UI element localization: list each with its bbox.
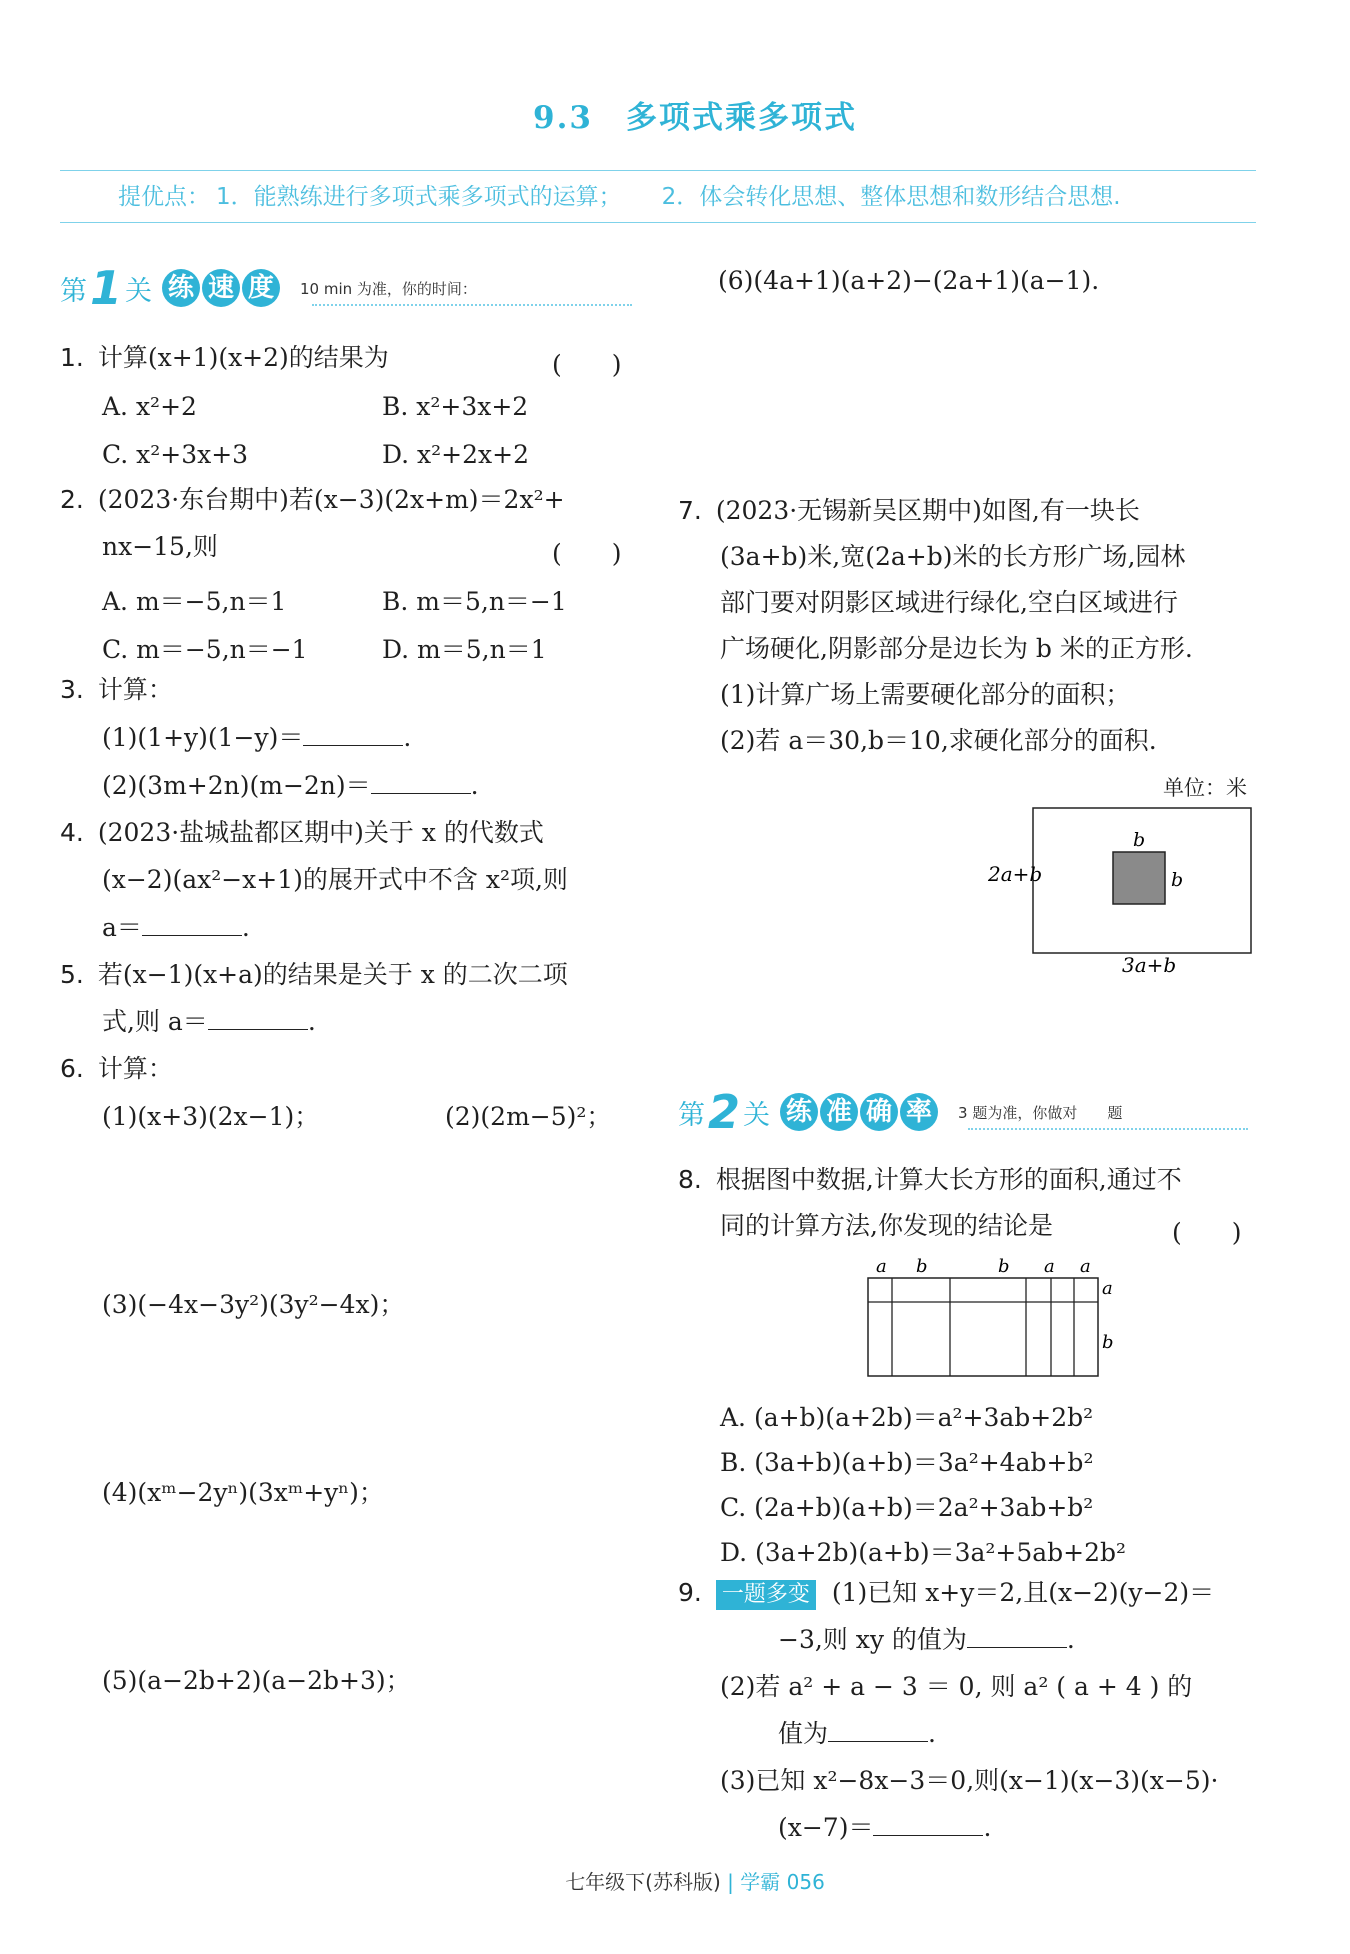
part-text: a＝ (102, 913, 142, 942)
top-label: b (998, 1256, 1010, 1277)
stage-pill: 练 (162, 269, 200, 307)
question-number: 7. (678, 496, 702, 525)
question-part: 式,则 a＝ . (102, 1007, 316, 1036)
question-part: (5)(a−2b+2)(a−2b+3)； (102, 1666, 411, 1695)
question-4 (60, 810, 544, 856)
shaded-square (1113, 852, 1165, 904)
question-5 (60, 952, 568, 998)
square-plaza-figure (960, 800, 1260, 990)
stage-number: 2 (708, 1085, 741, 1139)
question-part: (x−7)＝ . (778, 1813, 992, 1842)
question-part: (6)(4a+1)(a+2)−(2a+1)(a−1). (718, 266, 1100, 295)
stage-pill: 练 (780, 1093, 818, 1131)
question-part: (2)(2m−5)²； (445, 1102, 612, 1131)
dotted-line (312, 304, 632, 306)
answer-paren[interactable]: ( ) (552, 539, 622, 568)
page-title: 9.3 多项式乘多项式 (533, 100, 857, 136)
answer-blank[interactable] (208, 1005, 308, 1030)
top-label: b (916, 1256, 928, 1277)
variant-tag: 一题多变 (716, 1580, 816, 1610)
grid-rectangle-figure (860, 1252, 1120, 1382)
option-d[interactable]: D. x²+2x+2 (382, 440, 529, 469)
footer-brand: 学霸 (740, 1870, 781, 1894)
question-stem: (2023·盐城盐都区期中)关于 x 的代数式 (97, 818, 544, 847)
question-stem-cont: (3a+b)米,宽(2a+b)米的长方形广场,园林 (720, 542, 1186, 571)
part-text: (x−7)＝ (778, 1813, 874, 1842)
stage-pill: 度 (242, 269, 280, 307)
question-stem-cont: (x−2)(ax²−x+1)的展开式中不含 x²项,则 (102, 865, 568, 894)
stage1-header (60, 258, 477, 318)
part-text: (2)(3m+2n)(m−2n)＝ (102, 771, 371, 800)
label-square-top: b (1133, 829, 1146, 851)
part-text: (1)(1+y)(1−y)＝ (102, 723, 304, 752)
question-stem-cont: 部门要对阴影区域进行绿化,空白区域进行 (720, 588, 1178, 617)
question-1 (60, 335, 389, 381)
question-part: (2)若 a² + a − 3 ＝ 0, 则 a² ( a + 4 ) 的 (720, 1672, 1193, 1701)
question-number: 3. (60, 675, 84, 704)
tiyou-bar (118, 178, 1161, 211)
tiyou-item-1: 1．能熟练进行多项式乘多项式的运算； (216, 184, 622, 210)
question-part: −3,则 xy 的值为 . (778, 1625, 1075, 1654)
page-number: 056 (786, 1870, 825, 1894)
question-6 (60, 1046, 173, 1092)
question-7 (678, 488, 1140, 534)
question-part: (2)若 a＝30,b＝10,求硬化部分的面积. (720, 726, 1157, 755)
option-c[interactable]: C. m＝−5,n＝−1 (102, 635, 308, 664)
answer-blank[interactable] (828, 1717, 928, 1742)
part-text: 值为 (778, 1719, 829, 1748)
big-rect (868, 1278, 1098, 1376)
footer-grade: 七年级下(苏科版) (565, 1870, 721, 1894)
answer-blank[interactable] (371, 769, 471, 794)
stage-note: 3 题为准，你做对 题 (958, 1103, 1123, 1122)
option-b[interactable]: B. (3a+b)(a+b)＝3a²+4ab+b² (720, 1448, 1094, 1477)
answer-paren[interactable]: ( ) (552, 350, 622, 379)
question-number: 5. (60, 960, 84, 989)
stage-guan: 关 (125, 275, 153, 307)
page-footer (0, 1866, 1350, 1895)
stage-pill: 准 (820, 1093, 858, 1131)
stage-di: 第 (678, 1099, 705, 1131)
label-length: 3a+b (1122, 953, 1177, 977)
stage2-header (678, 1082, 1122, 1142)
question-stem: 计算(x+1)(x+2)的结果为 (97, 343, 389, 372)
question-part: (1)计算广场上需要硬化部分的面积； (720, 680, 1131, 709)
question-number: 6. (60, 1054, 84, 1083)
option-d[interactable]: D. (3a+2b)(a+b)＝3a²+5ab+2b² (720, 1538, 1127, 1567)
question-part: (4)(xᵐ−2yⁿ)(3xᵐ+yⁿ)； (102, 1478, 384, 1507)
divider (60, 170, 1256, 171)
unit-label: 单位：米 (1163, 776, 1247, 800)
stage-number: 1 (90, 261, 123, 315)
answer-blank[interactable] (967, 1623, 1067, 1648)
part-text: (1)已知 x+y＝2,且(x−2)(y−2)＝ (831, 1578, 1215, 1607)
question-8 (678, 1157, 1182, 1203)
question-2 (60, 477, 565, 523)
right-label: a (1102, 1278, 1113, 1299)
stage-pill: 确 (860, 1093, 898, 1131)
question-stem: 计算： (97, 675, 173, 704)
divider (60, 222, 1256, 223)
footer-separator: | (727, 1870, 734, 1894)
tiyou-label: 提优点： (118, 184, 210, 210)
question-number: 4. (60, 818, 84, 847)
question-stem-cont: nx−15,则 (102, 532, 218, 561)
question-number: 9. (678, 1578, 702, 1607)
label-width: 2a+b (988, 862, 1043, 886)
option-a[interactable]: A. m＝−5,n＝1 (102, 587, 287, 616)
option-a[interactable]: A. x²+2 (102, 392, 197, 421)
question-part: (3)(−4x−3y²)(3y²−4x)； (102, 1290, 405, 1319)
label-square-right: b (1171, 869, 1184, 891)
answer-blank[interactable] (873, 1811, 983, 1836)
question-9 (678, 1570, 1214, 1616)
option-b[interactable]: B. m＝5,n＝−1 (382, 587, 567, 616)
question-number: 8. (678, 1165, 702, 1194)
part-text: −3,则 xy 的值为 (778, 1625, 967, 1654)
question-part: 值为 . (778, 1719, 936, 1748)
question-stem: (2023·无锡新吴区期中)如图,有一块长 (715, 496, 1140, 525)
dotted-line (968, 1128, 1248, 1130)
question-part: (1)(1+y)(1−y)＝ . (102, 723, 412, 752)
question-part: (3)已知 x²−8x−3＝0,则(x−1)(x−3)(x−5)· (720, 1766, 1219, 1795)
option-a[interactable]: A. (a+b)(a+2b)＝a²+3ab+2b² (720, 1403, 1094, 1432)
right-label: b (1102, 1332, 1114, 1353)
top-label: a (876, 1256, 887, 1277)
question-part: (2)(3m+2n)(m−2n)＝ . (102, 771, 479, 800)
top-label: a (1080, 1256, 1091, 1277)
question-stem: 计算： (97, 1054, 173, 1083)
stage-di: 第 (60, 275, 87, 307)
part-text: 式,则 a＝ (102, 1007, 208, 1036)
answer-paren[interactable]: ( ) (1172, 1218, 1242, 1247)
stage-guan: 关 (743, 1099, 771, 1131)
tiyou-item-2: 2．体会转化思想、整体思想和数形结合思想. (661, 184, 1121, 210)
stage-pill: 率 (900, 1093, 938, 1131)
question-stem: 若(x−1)(x+a)的结果是关于 x 的二次二项 (97, 960, 568, 989)
answer-blank[interactable] (142, 911, 242, 936)
option-d[interactable]: D. m＝5,n＝1 (382, 635, 547, 664)
question-part: a＝ . (102, 913, 250, 942)
stage-pill: 速 (202, 269, 240, 307)
answer-blank[interactable] (303, 721, 403, 746)
top-label: a (1044, 1256, 1055, 1277)
question-stem: (2023·东台期中)若(x−3)(2x+m)＝2x²+ (97, 485, 565, 514)
question-3 (60, 667, 173, 713)
option-c[interactable]: C. (2a+b)(a+b)＝2a²+3ab+b² (720, 1493, 1094, 1522)
question-number: 2. (60, 485, 84, 514)
stage-note: 10 min 为准，你的时间： (300, 279, 477, 298)
option-b[interactable]: B. x²+3x+2 (382, 392, 529, 421)
question-stem-cont: 广场硬化,阴影部分是边长为 b 米的正方形. (720, 634, 1193, 663)
question-part: (1)(x+3)(2x−1)； (102, 1102, 320, 1131)
question-number: 1. (60, 343, 84, 372)
question-stem-cont: 同的计算方法,你发现的结论是 (720, 1211, 1053, 1240)
option-c[interactable]: C. x²+3x+3 (102, 440, 249, 469)
question-stem: 根据图中数据,计算大长方形的面积,通过不 (715, 1165, 1182, 1194)
